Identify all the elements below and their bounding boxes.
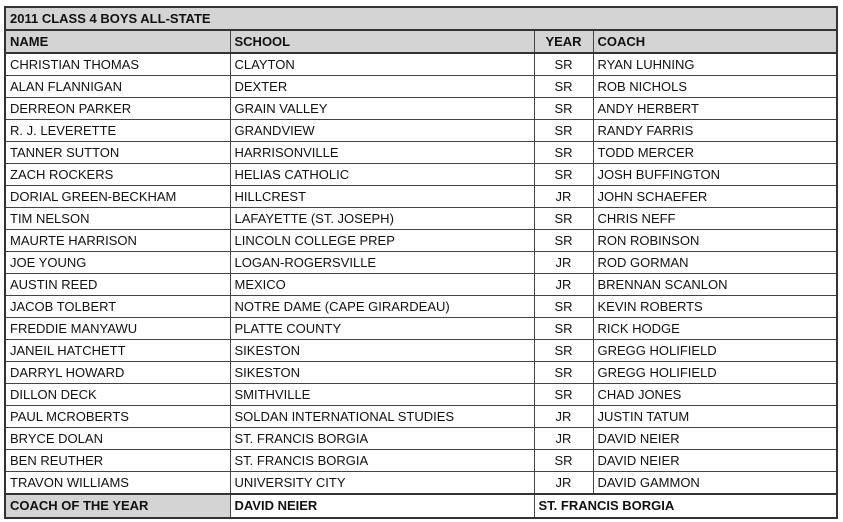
school-cell: HARRISONVILLE xyxy=(230,142,534,164)
table-row xyxy=(5,252,837,274)
table-row xyxy=(5,406,837,428)
school-cell: LOGAN-ROGERSVILLE xyxy=(230,252,534,274)
table-row xyxy=(5,428,837,450)
year-cell: JR xyxy=(534,252,593,274)
year-cell: JR xyxy=(534,428,593,450)
coach-of-year-school: ST. FRANCIS BORGIA xyxy=(534,494,837,518)
coach-cell: GREGG HOLIFIELD xyxy=(593,340,837,362)
coach-cell: ANDY HERBERT xyxy=(593,98,837,120)
coach-of-year-name: DAVID NEIER xyxy=(230,494,534,518)
player-name-cell: TRAVON WILLIAMS xyxy=(5,472,230,495)
year-cell: SR xyxy=(534,120,593,142)
coach-cell: BRENNAN SCANLON xyxy=(593,274,837,296)
player-name-cell: ZACH ROCKERS xyxy=(5,164,230,186)
coach-cell: RYAN LUHNING xyxy=(593,53,837,76)
header-row xyxy=(5,30,837,53)
coach-cell: TODD MERCER xyxy=(593,142,837,164)
year-cell: JR xyxy=(534,472,593,495)
school-cell: SMITHVILLE xyxy=(230,384,534,406)
school-cell: NOTRE DAME (CAPE GIRARDEAU) xyxy=(230,296,534,318)
table-row xyxy=(5,98,837,120)
school-cell: SIKESTON xyxy=(230,340,534,362)
player-name-cell: FREDDIE MANYAWU xyxy=(5,318,230,340)
all-state-sheet xyxy=(4,6,836,519)
coach-cell: RON ROBINSON xyxy=(593,230,837,252)
table-row xyxy=(5,230,837,252)
all-state-table xyxy=(4,6,838,519)
school-cell: PLATTE COUNTY xyxy=(230,318,534,340)
year-cell: SR xyxy=(534,318,593,340)
player-name-cell: JOE YOUNG xyxy=(5,252,230,274)
year-cell: SR xyxy=(534,230,593,252)
year-cell: SR xyxy=(534,296,593,318)
player-name-cell: DILLON DECK xyxy=(5,384,230,406)
year-cell: JR xyxy=(534,406,593,428)
school-cell: ST. FRANCIS BORGIA xyxy=(230,450,534,472)
school-cell: HELIAS CATHOLIC xyxy=(230,164,534,186)
coach-cell: ROD GORMAN xyxy=(593,252,837,274)
school-cell: SIKESTON xyxy=(230,362,534,384)
coach-cell: DAVID NEIER xyxy=(593,450,837,472)
table-row xyxy=(5,384,837,406)
school-cell: LINCOLN COLLEGE PREP xyxy=(230,230,534,252)
school-cell: CLAYTON xyxy=(230,53,534,76)
table-row xyxy=(5,274,837,296)
year-cell: SR xyxy=(534,98,593,120)
year-cell: SR xyxy=(534,362,593,384)
sheet-title: 2011 CLASS 4 BOYS ALL-STATE xyxy=(5,7,837,30)
coach-cell: JUSTIN TATUM xyxy=(593,406,837,428)
player-name-cell: PAUL MCROBERTS xyxy=(5,406,230,428)
table-row xyxy=(5,120,837,142)
title-row xyxy=(5,7,837,30)
coach-cell: RICK HODGE xyxy=(593,318,837,340)
school-cell: DEXTER xyxy=(230,76,534,98)
year-cell: SR xyxy=(534,340,593,362)
player-name-cell: MAURTE HARRISON xyxy=(5,230,230,252)
coach-cell: ROB NICHOLS xyxy=(593,76,837,98)
year-cell: JR xyxy=(534,274,593,296)
year-cell: SR xyxy=(534,384,593,406)
school-cell: ST. FRANCIS BORGIA xyxy=(230,428,534,450)
table-row xyxy=(5,318,837,340)
coach-of-year-label: COACH OF THE YEAR xyxy=(5,494,230,518)
player-name-cell: ALAN FLANNIGAN xyxy=(5,76,230,98)
table-row xyxy=(5,450,837,472)
year-cell: SR xyxy=(534,53,593,76)
year-cell: SR xyxy=(534,142,593,164)
table-row xyxy=(5,472,837,495)
table-row xyxy=(5,340,837,362)
school-cell: MEXICO xyxy=(230,274,534,296)
school-cell: UNIVERSITY CITY xyxy=(230,472,534,495)
coach-of-year-row xyxy=(5,494,837,518)
coach-cell: CHAD JONES xyxy=(593,384,837,406)
year-cell: SR xyxy=(534,208,593,230)
table-row xyxy=(5,142,837,164)
coach-cell: DAVID GAMMON xyxy=(593,472,837,495)
coach-cell: RANDY FARRIS xyxy=(593,120,837,142)
coach-cell: JOHN SCHAEFER xyxy=(593,186,837,208)
year-cell: SR xyxy=(534,450,593,472)
table-row xyxy=(5,208,837,230)
table-row xyxy=(5,362,837,384)
header-school: SCHOOL xyxy=(230,30,534,53)
year-cell: SR xyxy=(534,76,593,98)
school-cell: HILLCREST xyxy=(230,186,534,208)
coach-cell: DAVID NEIER xyxy=(593,428,837,450)
table-row xyxy=(5,164,837,186)
player-name-cell: TIM NELSON xyxy=(5,208,230,230)
table-row xyxy=(5,53,837,76)
player-name-cell: DORIAL GREEN-BECKHAM xyxy=(5,186,230,208)
school-cell: LAFAYETTE (ST. JOSEPH) xyxy=(230,208,534,230)
player-name-cell: CHRISTIAN THOMAS xyxy=(5,53,230,76)
year-cell: JR xyxy=(534,186,593,208)
player-name-cell: DERREON PARKER xyxy=(5,98,230,120)
header-name: NAME xyxy=(5,30,230,53)
table-row xyxy=(5,76,837,98)
header-coach: COACH xyxy=(593,30,837,53)
coach-cell: CHRIS NEFF xyxy=(593,208,837,230)
year-cell: SR xyxy=(534,164,593,186)
player-name-cell: JACOB TOLBERT xyxy=(5,296,230,318)
school-cell: GRAIN VALLEY xyxy=(230,98,534,120)
player-name-cell: TANNER SUTTON xyxy=(5,142,230,164)
player-name-cell: BEN REUTHER xyxy=(5,450,230,472)
table-row xyxy=(5,186,837,208)
coach-cell: GREGG HOLIFIELD xyxy=(593,362,837,384)
table-row xyxy=(5,296,837,318)
player-name-cell: AUSTIN REED xyxy=(5,274,230,296)
header-year: YEAR xyxy=(534,30,593,53)
player-name-cell: JANEIL HATCHETT xyxy=(5,340,230,362)
coach-cell: JOSH BUFFINGTON xyxy=(593,164,837,186)
player-name-cell: R. J. LEVERETTE xyxy=(5,120,230,142)
coach-cell: KEVIN ROBERTS xyxy=(593,296,837,318)
school-cell: GRANDVIEW xyxy=(230,120,534,142)
player-name-cell: BRYCE DOLAN xyxy=(5,428,230,450)
player-name-cell: DARRYL HOWARD xyxy=(5,362,230,384)
school-cell: SOLDAN INTERNATIONAL STUDIES xyxy=(230,406,534,428)
